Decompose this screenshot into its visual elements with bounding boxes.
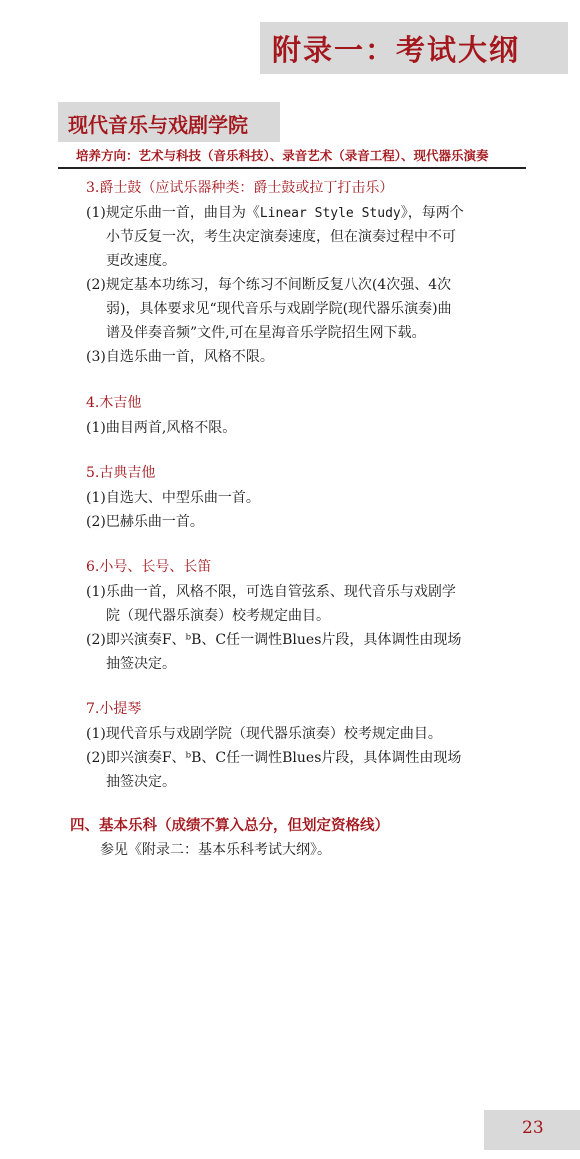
item-heading-classical-guitar: 5.古典吉他	[86, 465, 156, 481]
page-number: 23	[522, 1118, 544, 1138]
text-line: 院（现代器乐演奏）校考规定曲目。	[106, 608, 330, 624]
basic-music-text: 参见《附录二：基本乐科考试大纲》。	[100, 842, 331, 858]
text-line: (2)巴赫乐曲一首。	[86, 514, 204, 530]
text-line: (1)现代音乐与戏剧学院（现代器乐演奏）校考规定曲目。	[86, 726, 442, 742]
text-line: (1)曲目两首,风格不限。	[86, 420, 237, 436]
text-line: (1)乐曲一首，风格不限，可选自管弦系、现代音乐与戏剧学	[86, 584, 456, 600]
basic-music-heading: 四、基本乐科（成绩不算入总分，但划定资格线）	[70, 817, 389, 834]
divider	[58, 167, 526, 169]
text-line: (2)规定基本功练习，每个练习不间断反复八次(4次强、4次	[86, 277, 452, 293]
piece-title: Linear Style Study	[259, 206, 401, 221]
item-heading-acoustic-guitar: 4.木吉他	[86, 395, 142, 411]
item-heading-drums: 3.爵士鼓（应试乐器种类：爵士鼓或拉丁打击乐）	[86, 180, 394, 196]
text-line: 小节反复一次，考生决定演奏速度，但在演奏过程中不可	[106, 229, 456, 245]
text-line: (2)即兴演奏F、ᵇB、C任一调性Blues片段，具体调性由现场	[86, 632, 462, 648]
text-line: (3)自选乐曲一首，风格不限。	[86, 349, 274, 365]
item-heading-brass-flute: 6.小号、长号、长笛	[86, 559, 212, 575]
text-line: (2)即兴演奏F、ᵇB、C任一调性Blues片段，具体调性由现场	[86, 750, 462, 766]
text-line: (1)规定乐曲一首，曲目为《Linear Style Study》，每两个	[86, 205, 464, 221]
text-line: 抽签决定。	[106, 774, 176, 790]
text-line: 弱)，具体要求见“现代音乐与戏剧学院(现代器乐演奏)曲	[106, 301, 452, 317]
section-title: 现代音乐与戏剧学院	[68, 113, 248, 137]
text-line: 更改速度。	[106, 253, 176, 269]
item-heading-violin: 7.小提琴	[86, 701, 142, 717]
text-line: (1)自选大、中型乐曲一首。	[86, 490, 260, 506]
training-direction: 培养方向：艺术与科技（音乐科技）、录音艺术（录音工程）、现代器乐演奏	[76, 148, 489, 163]
text-line: 抽签决定。	[106, 656, 176, 672]
text-line: 谱及伴奏音频”文件,可在星海音乐学院招生网下载。	[106, 325, 426, 341]
page-title: 附录一：考试大纲	[272, 33, 521, 67]
